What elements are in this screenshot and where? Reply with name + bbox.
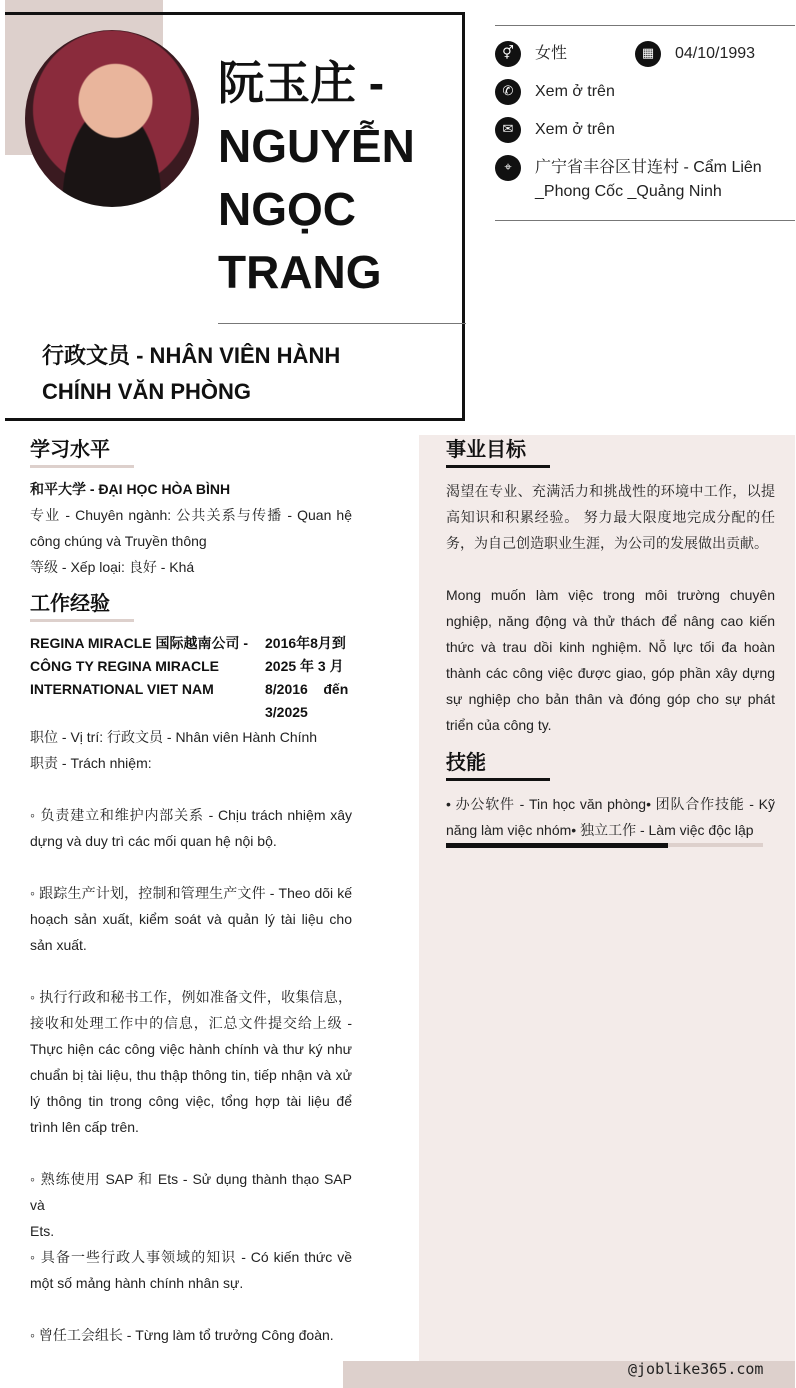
objective-vi [446, 582, 775, 738]
gender-value: 女性 [535, 45, 568, 62]
gender-icon: ⚥ [495, 41, 521, 67]
phone-value: Xem ở trên [535, 83, 615, 100]
duty-line: Thực hiện các công việc hành chính và thư ký như [30, 1041, 352, 1057]
address-value [535, 156, 790, 204]
duty-line: sản xuất. [30, 937, 87, 953]
company-line: INTERNATIONAL VIET NAM [30, 681, 214, 697]
period-line: 2016年8月到 [265, 635, 346, 651]
address-line: _Phong Cốc _Quảng Ninh [535, 183, 722, 200]
skills-text [446, 791, 775, 843]
school-name: 和平大学 - ĐẠI HỌC HÒA BÌNH [30, 481, 231, 497]
divider [495, 25, 795, 26]
name-line: 阮玉庄 - [218, 57, 385, 109]
email-value: Xem ở trên [535, 121, 615, 138]
location-icon: ⌖ [495, 155, 521, 181]
objective-line: sự nghiệp cho bản thân và đóng góp cho sự phát [446, 691, 775, 707]
birthday-value: 04/10/1993 [675, 45, 756, 62]
objective-line: nghiệp, năng động và thử thách để nâng cao kiến [446, 613, 775, 629]
period-line: 3/2025 [265, 704, 308, 720]
duty-item [30, 1322, 360, 1348]
period-line: 2025 年 3 月 [265, 658, 344, 674]
duty-line: lý thông tin trong công việc, tổng hợp tài liệu để [30, 1093, 352, 1109]
calendar-icon: ▦ [635, 41, 661, 67]
duty-line: một số mảng hành chính nhân sự. [30, 1275, 244, 1291]
company-line: REGINA MIRACLE 国际越南公司 - [30, 635, 249, 651]
job-title [42, 338, 442, 410]
duty-line: 接收和处理工作中的信息，汇总文件提交给上级 - [30, 1015, 352, 1031]
duty-line: ◦ 跟踪生产计划，控制和管理生产文件 - Theo dõi kế [30, 885, 352, 901]
duty-line: trình lên cấp trên. [30, 1119, 139, 1135]
duties-label: 职责 - Trách nhiệm: [30, 755, 152, 771]
job-title-line: 行政文员 - NHÂN VIÊN HÀNH [42, 343, 341, 368]
duty-item [30, 1244, 352, 1296]
duty-line: Ets. [30, 1223, 55, 1239]
section-underline [446, 778, 550, 781]
duty-line: ◦ 负责建立和维护内部关系 - Chịu trách nhiệm xây [30, 807, 352, 823]
objective-zh [446, 478, 775, 556]
name-line: TRANG [218, 246, 382, 298]
skill-line: • 办公软件 - Tin học văn phòng• 团队合作技能 - Kỹ [446, 796, 775, 812]
skill-level-bar [446, 843, 668, 848]
objective-line: thức và trau dồi kinh nghiệm. Nỗ lực tối đa hoàn [446, 639, 775, 655]
divider [495, 220, 795, 221]
duty-line: dựng và duy trì các mối quan hệ nội bộ. [30, 833, 277, 849]
duty-item [30, 984, 352, 1140]
duty-line: hoạch sản xuất, kiểm soát và quản lý tài liệu cho [30, 911, 352, 927]
objective-line: thành các công việc được giao, góp phần xây dựng [446, 665, 775, 681]
objective-line: 务，为自己创造职业生涯，为公司的发展做出贡献。 [446, 535, 768, 551]
candidate-name [218, 52, 458, 304]
avatar [25, 30, 199, 207]
section-title-skills: 技能 [446, 752, 486, 774]
objective-line: triển của công ty. [446, 717, 552, 733]
position: 职位 - Vị trí: 行政文员 - Nhân viên Hành Chính [30, 729, 318, 745]
objective-line: Mong muốn làm việc trong môi trường chuyên [446, 587, 775, 603]
duty-line: ◦ 执行行政和秘书工作，例如准备文件，收集信息， [30, 989, 352, 1005]
duty-line: ◦ 曾任工会组长 - Từng làm tổ trưởng Công đoàn. [30, 1327, 334, 1343]
right-panel [419, 435, 795, 1361]
address-line: 广宁省丰谷区甘连村 - Cẩm Liên [535, 159, 762, 176]
company-line: CÔNG TY REGINA MIRACLE [30, 658, 220, 674]
section-underline [30, 465, 134, 468]
duty-item [30, 802, 352, 854]
company-name [30, 632, 260, 701]
objective-line: 渴望在专业、充满活力和挑战性的环境中工作，以提 [446, 483, 775, 499]
duty-item [30, 880, 352, 958]
section-title-objective: 事业目标 [446, 439, 526, 461]
period-line: 8/2016 đến [265, 681, 349, 697]
section-underline [446, 465, 550, 468]
duty-line: chuẩn bị tài liệu, thu thập thông tin, tiếp nhận và xử [30, 1067, 352, 1083]
major-line: công chúng và Truyền thông [30, 533, 207, 549]
objective-line: 高知识和积累经验。 努力最大限度地完成分配的任 [446, 509, 775, 525]
major-line: 专业 - Chuyên ngành: 公共关系与传播 - Quan hệ [30, 507, 352, 523]
name-line: NGUYỄN [218, 120, 415, 172]
divider [218, 323, 466, 324]
duty-item [30, 1166, 352, 1244]
skill-line: năng làm việc nhóm• 独立工作 - Làm việc độc lập [446, 822, 754, 838]
major [30, 502, 352, 554]
job-title-line: CHÍNH VĂN PHÒNG [42, 379, 252, 404]
work-period [265, 632, 353, 724]
mail-icon: ✉ [495, 117, 521, 143]
section-title-education: 学习水平 [30, 439, 110, 461]
grade: 等级 - Xếp loại: 良好 - Khá [30, 559, 195, 575]
phone-icon: ✆ [495, 79, 521, 105]
section-underline [30, 619, 134, 622]
duty-line: ◦ 具备一些行政人事领域的知识 - Có kiến thức về [30, 1249, 352, 1265]
section-title-experience: 工作经验 [30, 593, 110, 615]
footer-watermark: @joblike365.com [628, 1360, 764, 1378]
duty-line: ◦ 熟练使用 SAP 和 Ets - Sử dụng thành thạo SAP và [30, 1171, 352, 1213]
name-line: NGỌC [218, 183, 356, 235]
